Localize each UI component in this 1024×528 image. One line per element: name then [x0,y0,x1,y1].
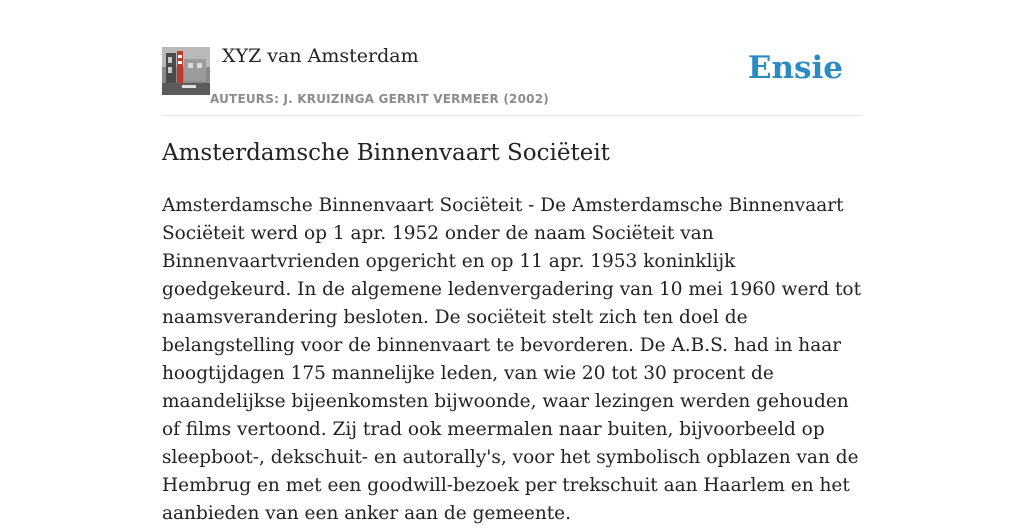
article-title: Amsterdamsche Binnenvaart Sociëteit [162,140,610,166]
authors-line: AUTEURS: J. KRUIZINGA GERRIT VERMEER (2002) [210,92,549,106]
brand-logo[interactable]: Ensie [747,50,843,86]
avatar[interactable] [162,47,210,95]
source-title[interactable]: XYZ van Amsterdam [222,45,419,67]
article-body: Amsterdamsche Binnenvaart Sociëteit - De Amsterdamsche Binnenvaart Sociëteit werd op 1 apr. 1952 onder de naam Sociëteit van Binnenvaartvrienden opgericht en op 11 apr. 1953 koninklijk goedgekeurd. In de algemene ledenvergadering van 10 mei 1960 werd tot naamsverandering besloten. De sociëteit stelt zich ten doel de belangstelling voor de binnenvaart te bevorderen. De A.B.S. had in haar hoogtijdagen 175 mannelijke leden, van wie 20 tot 30 procent de maandelijkse bijeenkomsten bijwoonde, waar lezingen werden gehouden of films vertoond. Zij trad ook meermalen naar buiten, bijvoorbeeld op sleepboot-, dekschuit- en autorally's, voor het symbolisch opblazen van de Hembrug en met een goodwill-bezoek per trekschuit aan Haarlem en het aanbieden van een anker aan de gemeente. [162,195,862,524]
street-photo-icon [162,47,210,95]
header-divider [162,115,862,116]
